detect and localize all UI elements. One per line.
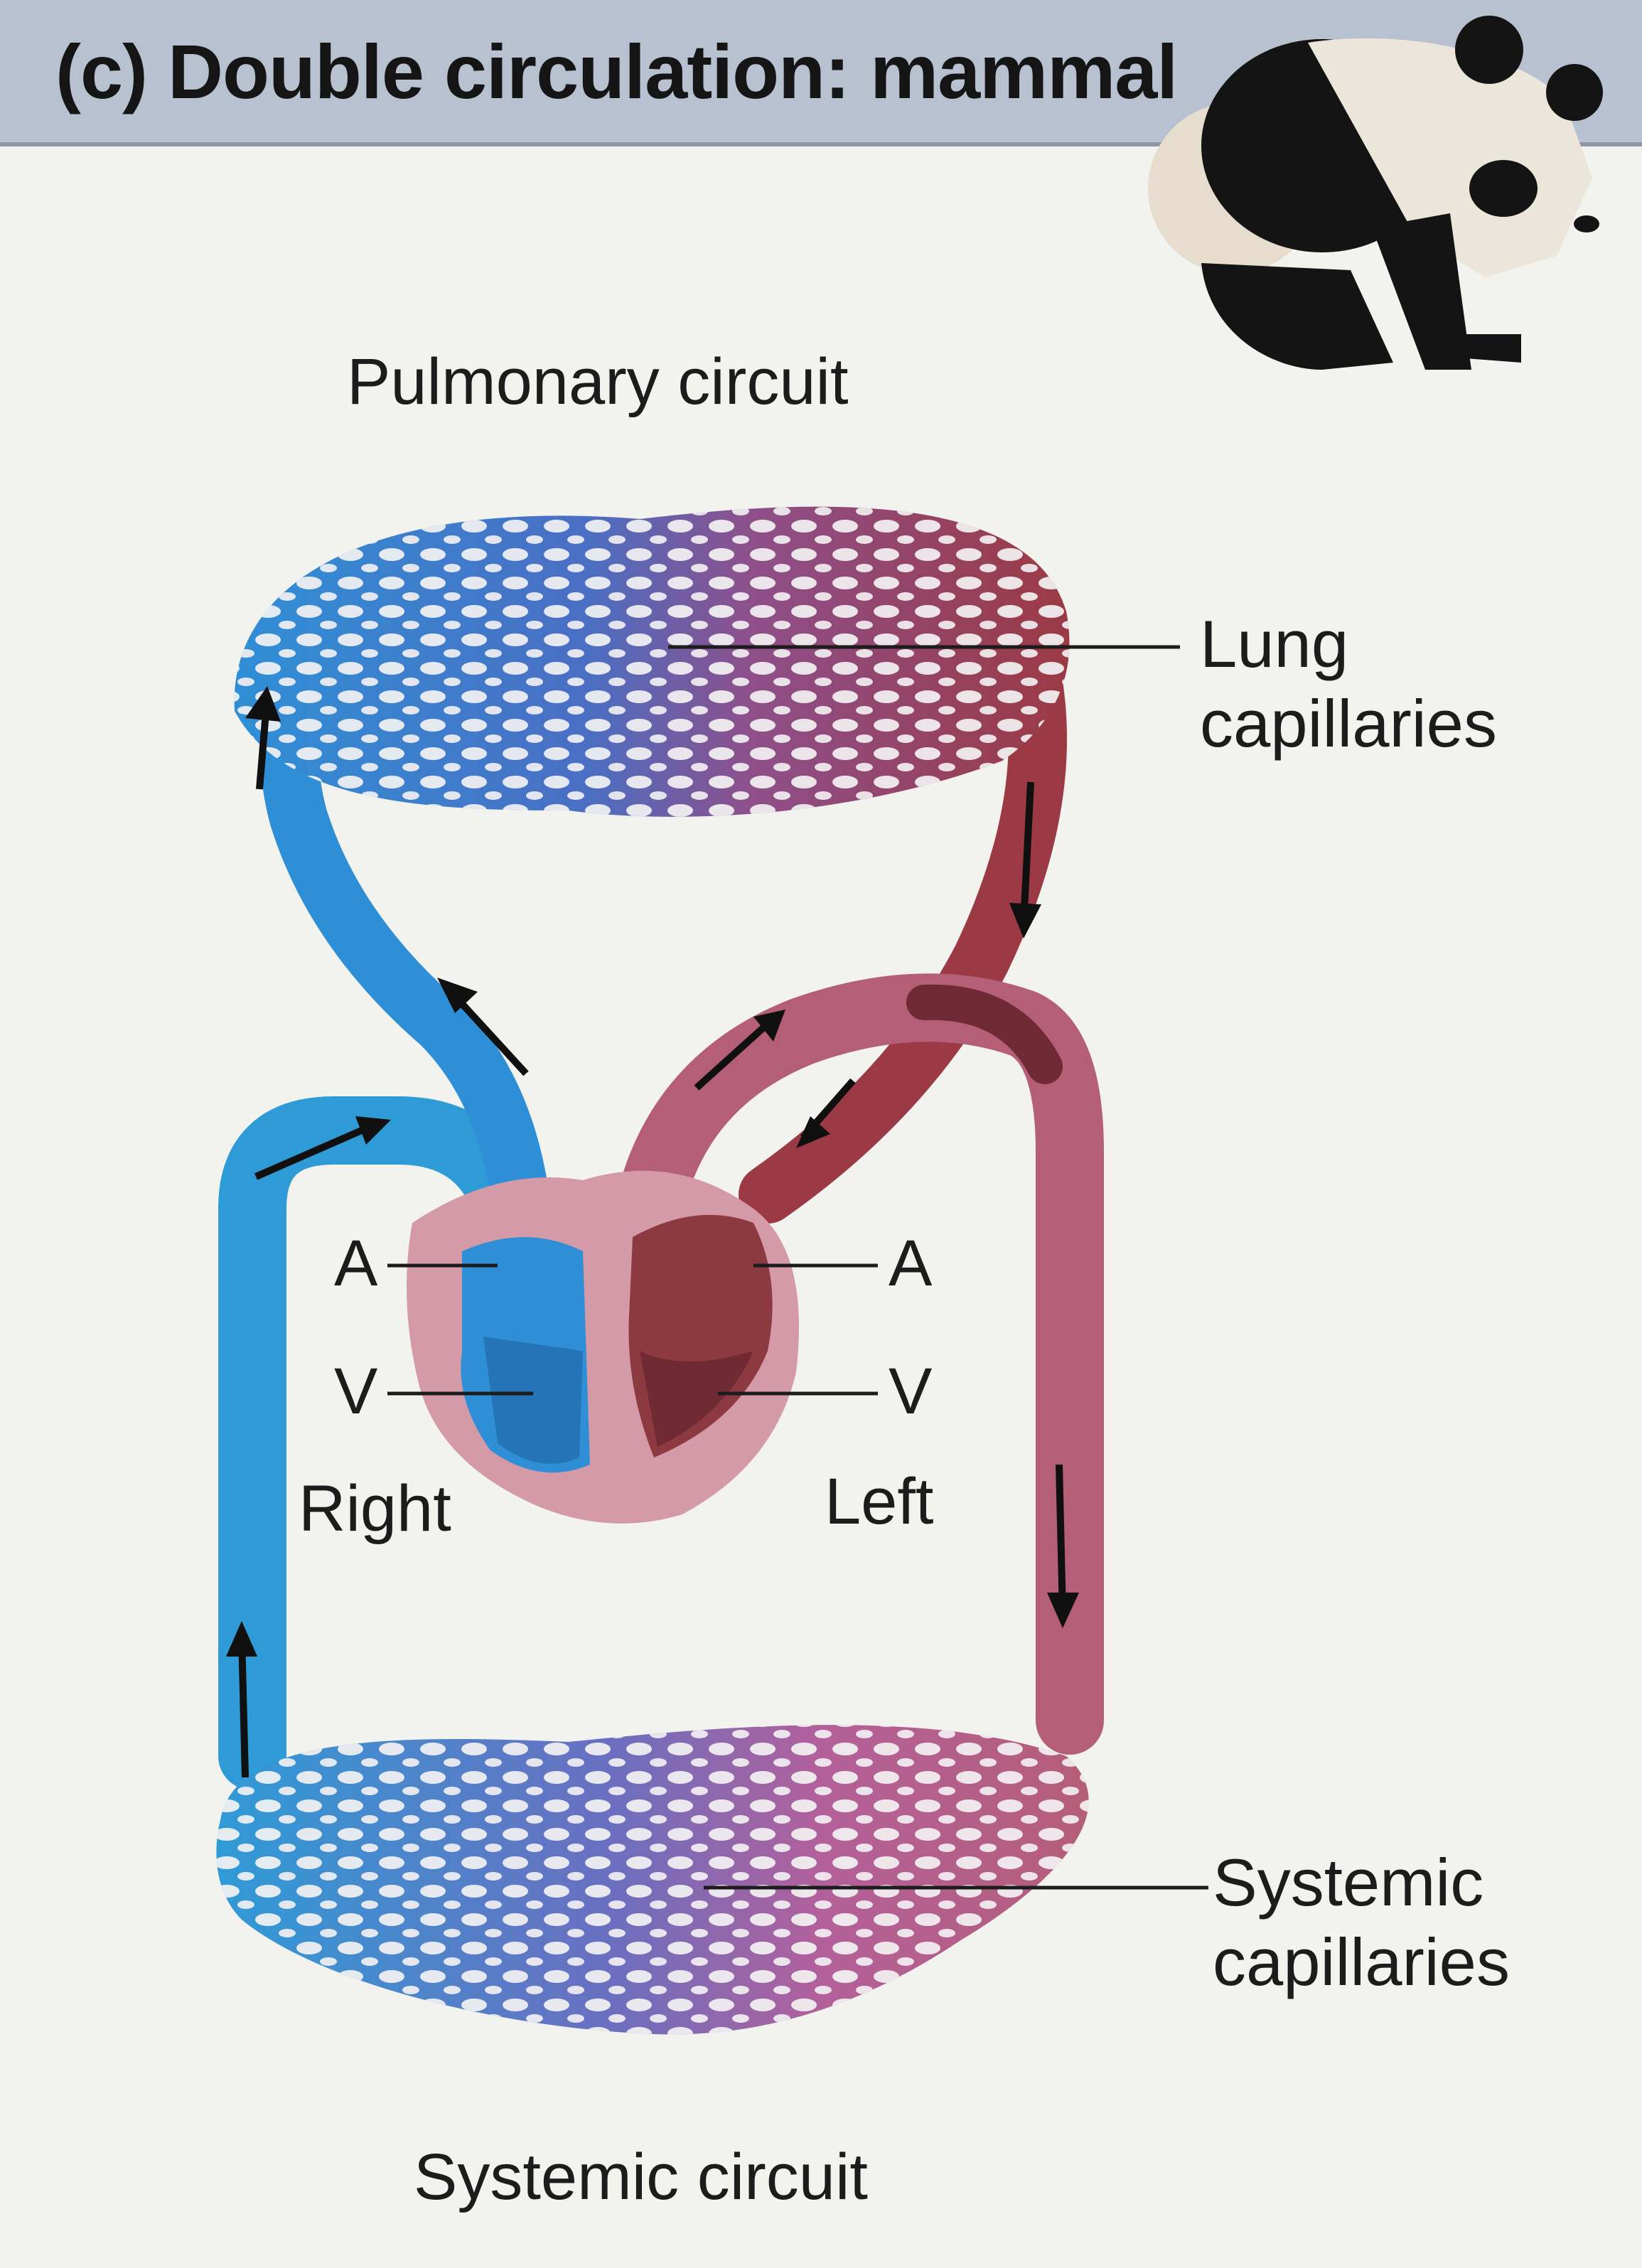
- page-title: (c) Double circulation: mammal: [55, 28, 1178, 114]
- left-atrium-label: A: [889, 1227, 933, 1300]
- systemic-circuit-label: Systemic circuit: [414, 2141, 868, 2213]
- giant-panda-photo: [1148, 16, 1603, 370]
- lung-capillaries-label: Lung capillaries: [1200, 606, 1497, 761]
- right-atrium-label: A: [334, 1227, 378, 1300]
- heart: [407, 1171, 799, 1524]
- right-side-label: Right: [299, 1472, 451, 1545]
- left-side-label: Left: [825, 1465, 934, 1538]
- pulmonary-circuit-label: Pulmonary circuit: [347, 346, 849, 418]
- systemic-capillaries-label: Systemic capillaries: [1213, 1845, 1510, 1999]
- systemic-capillary-bed: [216, 1725, 1088, 2034]
- right-ventricle-label: V: [334, 1355, 378, 1428]
- lung-capillary-bed: [235, 507, 1070, 817]
- left-ventricle-label: V: [889, 1355, 933, 1428]
